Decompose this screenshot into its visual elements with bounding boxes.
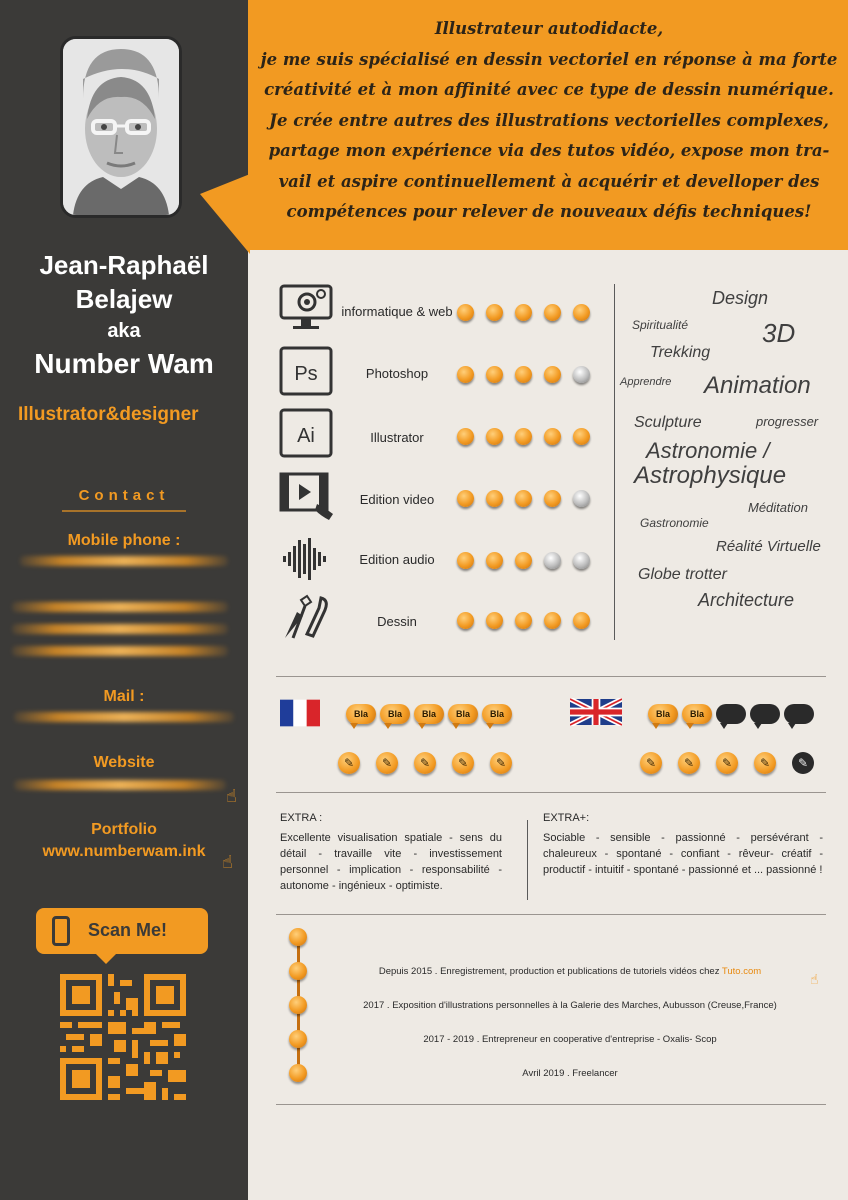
speech-bubble-tail — [200, 174, 250, 254]
skill-dot — [515, 304, 532, 321]
skills-divider — [614, 284, 615, 640]
speak-level-bubble — [750, 704, 780, 724]
skill-dot — [486, 490, 503, 507]
skill-dot — [544, 612, 561, 629]
skill-dot — [544, 428, 561, 445]
extras-divider — [527, 820, 528, 900]
blurred-line — [12, 646, 228, 656]
aka-label: aka — [107, 320, 141, 342]
extra-plus-title: EXTRA+: — [543, 812, 590, 824]
skill-label: informatique & web — [341, 304, 453, 319]
pencil-icon: ✎ — [490, 752, 512, 774]
skill-dot — [457, 490, 474, 507]
section-divider — [276, 1104, 826, 1105]
photoshop-icon — [277, 346, 335, 396]
alias-name: Number Wam — [34, 348, 214, 379]
intro-line: compétences pour relever de nouveaux défis techniques! — [286, 202, 812, 221]
mail-blurred[interactable] — [14, 712, 234, 722]
video-edit-icon — [277, 470, 335, 520]
pencil-icon: ✎ — [716, 752, 738, 774]
skill-dot — [573, 552, 590, 569]
skill-label: Edition video — [359, 492, 435, 507]
interest-word: progresser — [756, 414, 819, 429]
skill-dot — [457, 366, 474, 383]
interest-word: Architecture — [698, 590, 795, 610]
portrait-image — [63, 39, 179, 215]
pencil-icon: ✎ — [640, 752, 662, 774]
intro-text — [258, 14, 840, 228]
skill-label: Illustrator — [370, 430, 424, 445]
scan-me-badge — [36, 908, 208, 954]
speak-level-bubble: Bla — [482, 704, 512, 724]
speak-level-bubble — [784, 704, 814, 724]
timeline-entry: 2017 . Exposition d'illustrations personnelles à la Galerie des Marches, Aubusson (Creuse,France) — [363, 1000, 777, 1011]
pointer-hand-icon: ☝ — [810, 972, 819, 988]
mobile-phone-label: Mobile phone : — [67, 532, 181, 549]
blurred-line — [12, 602, 228, 612]
interest-word: Sculpture — [634, 414, 702, 431]
skill-dot — [544, 366, 561, 383]
speak-level-bubble — [716, 704, 746, 724]
skill-dot — [486, 552, 503, 569]
speak-level-bubble: Bla — [448, 704, 478, 724]
scan-me-label: Scan Me! — [88, 920, 168, 940]
interest-word: Apprendre — [620, 376, 672, 388]
skill-dot — [573, 428, 590, 445]
skill-dot — [573, 304, 590, 321]
skill-dot — [486, 612, 503, 629]
intro-line: je me suis spécialisé en dessin vectoriel en réponse à ma forte — [260, 49, 838, 69]
tuto-link[interactable]: Tuto.com — [721, 966, 762, 977]
intro-line: vail et aspire continuellement à acquérir et develloper des — [278, 171, 820, 191]
skill-dot — [457, 552, 474, 569]
contact-title: Contact — [78, 487, 170, 504]
first-name: Jean-Raphaël — [39, 250, 209, 280]
timeline-dot — [289, 962, 307, 980]
skill-dot — [515, 490, 532, 507]
timeline-dot — [289, 1030, 307, 1048]
portfolio-link[interactable]: www.numberwam.ink — [42, 843, 206, 860]
skill-dot — [457, 304, 474, 321]
profile-photo — [60, 36, 182, 218]
speak-level-bubble: Bla — [346, 704, 376, 724]
qr-code[interactable] — [60, 974, 186, 1100]
audio-wave-icon — [277, 534, 335, 584]
skill-dot — [544, 490, 561, 507]
timeline-entry-text: Depuis 2015 . Enregistrement, production et publications de tutoriels vidéos chez — [378, 966, 722, 977]
skill-dot — [573, 490, 590, 507]
timeline-entry: 2017 - 2019 . Entrepreneur en cooperative d'entreprise - Oxalis- Scop — [423, 1034, 717, 1045]
ai-icon-text: Ai — [297, 425, 315, 447]
interest-word: Design — [712, 288, 769, 308]
ps-icon-text: Ps — [294, 363, 318, 385]
portfolio-label: Portfolio — [91, 821, 157, 838]
skill-dot — [515, 428, 532, 445]
skill-dot — [515, 366, 532, 383]
skill-dot — [457, 612, 474, 629]
skill-label: Dessin — [377, 614, 417, 629]
speak-level-bubble: Bla — [414, 704, 444, 724]
job-title: Illustrator&designer — [18, 404, 199, 425]
skill-dot — [544, 552, 561, 569]
interest-word: Trekking — [650, 344, 711, 361]
interest-word: Animation — [704, 372, 811, 399]
intro-line: Je crée entre autres des illustrations vectorielles complexes, — [269, 110, 829, 130]
blurred-line — [12, 624, 228, 634]
interest-word: Gastronomie — [640, 516, 709, 530]
smartphone-icon — [52, 916, 70, 946]
last-name: Belajew — [75, 284, 173, 314]
timeline-entry — [310, 966, 830, 977]
interest-word: Astronomie / — [646, 438, 770, 463]
skill-dot — [457, 428, 474, 445]
pencil-icon: ✎ — [452, 752, 474, 774]
intro-line: partage mon expérience via des tutos vidéo, expose mon tra- — [268, 141, 830, 160]
pencil-icon: ✎ — [414, 752, 436, 774]
section-divider — [276, 676, 826, 677]
interest-word: Réalité Virtuelle — [716, 538, 821, 555]
skill-label: Edition audio — [359, 552, 435, 567]
interest-word: Méditation — [748, 500, 808, 515]
website-blurred-link[interactable] — [14, 780, 226, 790]
contact-underline — [62, 510, 186, 512]
extra-text: Excellente visualisation spatiale - sens du détail - travaille vite - investissement personnel - implication - responsabilité - autonome - ingénieux - optimiste. — [280, 832, 502, 892]
intro-line: Illustrateur autodidacte, — [434, 19, 664, 38]
drawing-tools-icon — [277, 592, 335, 642]
skill-dot — [515, 612, 532, 629]
flag-france-icon — [280, 698, 320, 728]
skill-dot — [573, 366, 590, 383]
timeline-dot — [289, 1064, 307, 1082]
mail-label: Mail : — [103, 688, 145, 705]
pencil-icon: ✎ — [376, 752, 398, 774]
speak-level-bubble: Bla — [380, 704, 410, 724]
interest-word: 3D — [762, 318, 796, 348]
pointer-hand-icon: ☝ — [226, 786, 237, 807]
timeline-dot — [289, 928, 307, 946]
interest-word: Astrophysique — [634, 462, 787, 489]
pencil-icon: ✎ — [754, 752, 776, 774]
interest-word: Spiritualité — [632, 318, 689, 332]
skill-dot — [544, 304, 561, 321]
pencil-icon: ✎ — [678, 752, 700, 774]
pencil-icon: ✎ — [792, 752, 814, 774]
section-divider — [276, 792, 826, 793]
speak-level-bubble: Bla — [648, 704, 678, 724]
intro-line: créativité et à mon affinité avec ce type de dessin numérique. — [264, 80, 834, 99]
skill-label: Photoshop — [365, 366, 429, 381]
timeline-dot — [289, 996, 307, 1014]
website-label: Website — [93, 754, 155, 771]
flag-uk-icon — [570, 698, 622, 726]
extra-title: EXTRA : — [280, 812, 323, 824]
skill-dot — [486, 428, 503, 445]
section-divider — [276, 914, 826, 915]
timeline-entry: Avril 2019 . Freelancer — [522, 1068, 618, 1079]
skill-dot — [573, 612, 590, 629]
pencil-icon: ✎ — [338, 752, 360, 774]
illustrator-icon — [277, 408, 335, 458]
extra-plus-text: Sociable - sensible - passionné - persévérant - chaleureux - spontané - confiant - rêveur- créatif - productif - intuitif - spontané - passionné et ... passionné ! — [543, 832, 823, 876]
speak-level-bubble: Bla — [682, 704, 712, 724]
pointer-hand-icon: ☝ — [222, 852, 233, 873]
skill-dot — [486, 366, 503, 383]
mobile-phone-blurred — [20, 556, 228, 566]
skill-dot — [486, 304, 503, 321]
interest-word: Globe trotter — [638, 566, 727, 583]
computer-settings-icon — [277, 282, 335, 332]
skill-dot — [515, 552, 532, 569]
